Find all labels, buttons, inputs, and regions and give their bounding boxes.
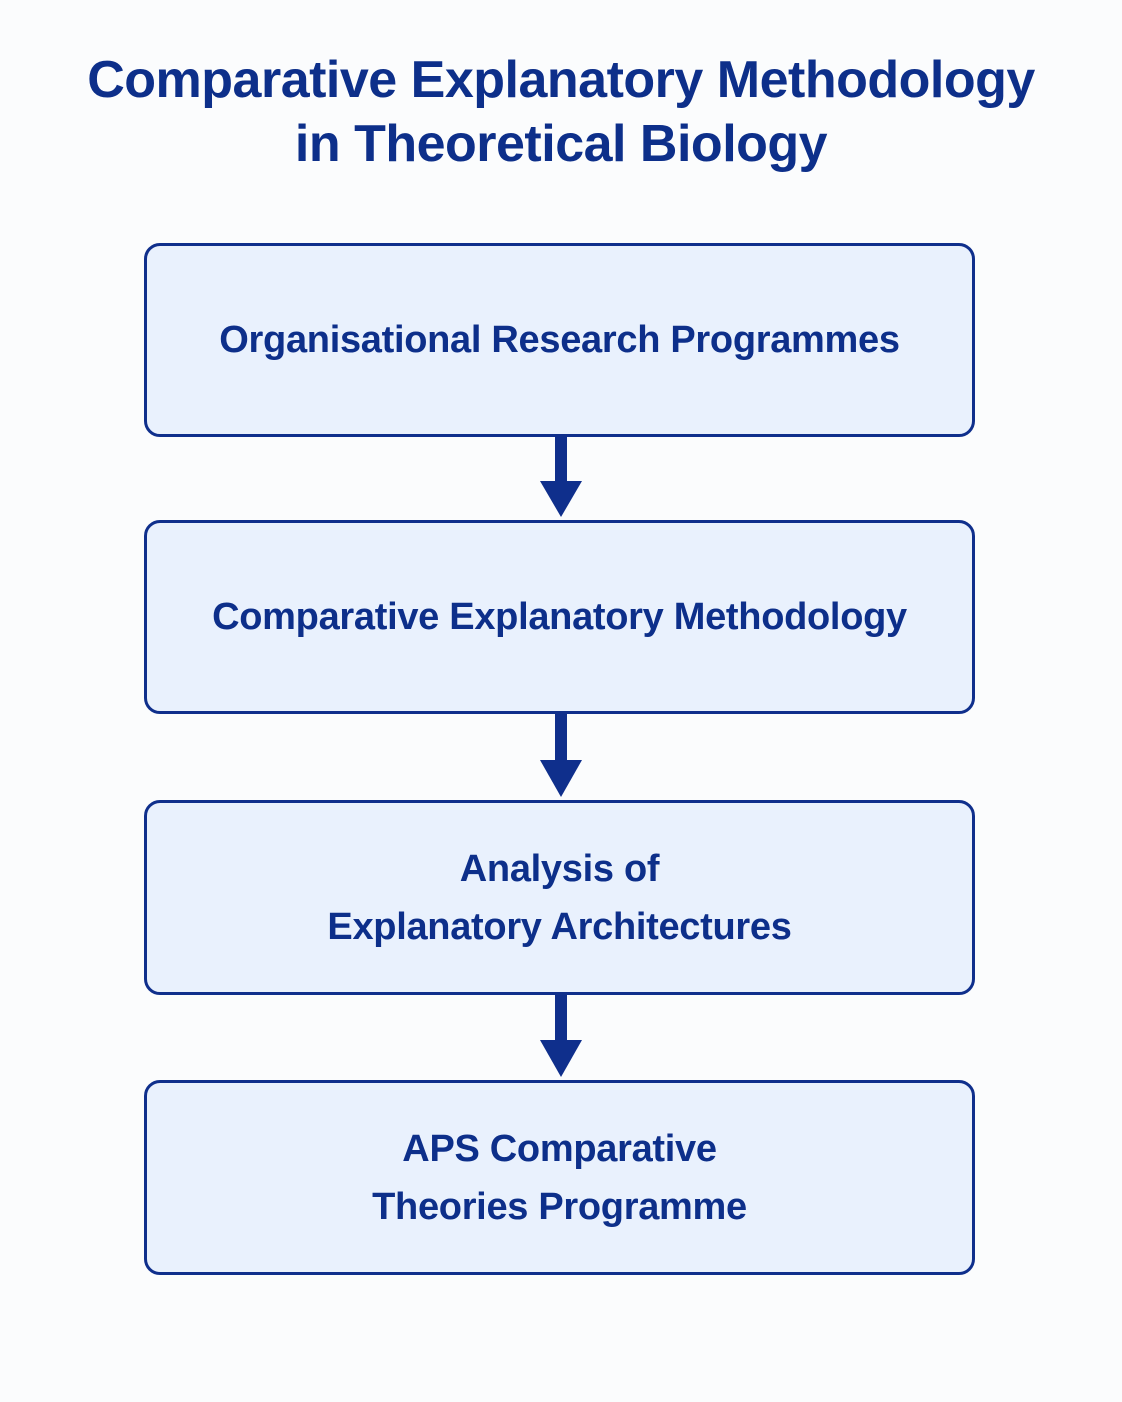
step-box-organisational-research-programmes [144, 243, 975, 437]
title-line-2: in Theoretical Biology [294, 115, 828, 173]
step-label-line-1: Analysis of [459, 847, 660, 890]
step-label-line-1: APS Comparative [402, 1127, 717, 1170]
arrow-down-icon [539, 995, 583, 1080]
step-box-analysis-of-explanatory-architectures [144, 800, 975, 995]
step-label: Comparative Explanatory Methodology [212, 596, 907, 638]
diagram-title [0, 48, 1122, 176]
step-box-aps-comparative-theories-programme [144, 1080, 975, 1275]
step-label-line-2: Theories Programme [372, 1185, 747, 1228]
step-label: Organisational Research Programmes [219, 319, 900, 361]
arrow-down-icon [539, 437, 583, 520]
step-label-line-2: Explanatory Architectures [327, 905, 792, 948]
arrow-down-icon [539, 714, 583, 800]
step-box-comparative-explanatory-methodology [144, 520, 975, 714]
title-line-1: Comparative Explanatory Methodology [87, 51, 1035, 109]
